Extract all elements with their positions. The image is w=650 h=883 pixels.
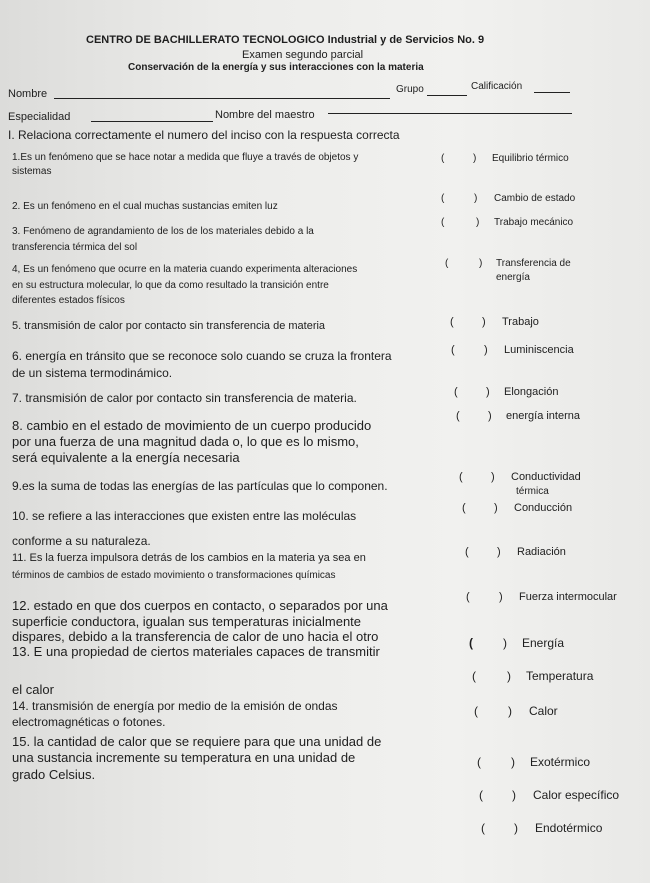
- answer-8-paren-close: ): [488, 410, 492, 422]
- answer-6-option: Luminiscencia: [504, 344, 574, 356]
- answer-15-paren-open: (: [474, 704, 478, 718]
- question-12-line-2: superficie conductora, igualan sus temperaturas inicialmente: [12, 614, 362, 629]
- question-15-line-1: 15. la cantidad de calor que se requiere para que una unidad de: [12, 734, 382, 749]
- question-4-line-2: en su estructura molecular, lo que da como resultado la transición entre: [12, 280, 329, 291]
- answer-5-paren-open: (: [450, 316, 454, 328]
- question-8-line-3: será equivalente a la energía necesaria: [12, 450, 240, 465]
- answer-10-option: Conducción: [514, 502, 573, 514]
- answer-4-paren-open: (: [445, 258, 449, 269]
- question-2-line-1: 2. Es un fenómeno en el cual muchas sustancias emiten luz: [12, 201, 278, 212]
- answer-4-paren-close: ): [479, 258, 483, 269]
- answer-18-paren-close: ): [514, 821, 518, 835]
- answer-8-paren-open: (: [456, 410, 460, 422]
- school-title: CENTRO DE BACHILLERATO TECNOLOGICO Industrial y de Servicios No. 9: [86, 34, 485, 46]
- calificacion-label: Calificación: [471, 81, 523, 92]
- answer-16-paren-open: (: [477, 755, 481, 769]
- answer-13-paren-close: ): [503, 636, 507, 650]
- answer-8-option: energía interna: [506, 410, 580, 422]
- answer-13-option: Energía: [522, 636, 565, 650]
- question-6-line-2: de un sistema termodinámico.: [12, 366, 173, 380]
- answer-6-paren-close: ): [484, 344, 488, 356]
- answer-9-option-line-1: Conductividad: [511, 471, 581, 483]
- question-3-line-1: 3. Fenómeno de agrandamiento de los de los materiales debido a la: [12, 226, 314, 237]
- especialidad-blank: [91, 121, 213, 122]
- question-6-line-1: 6. energía en tránsito que se reconoce solo cuando se cruza la frontera: [12, 349, 392, 363]
- question-11-line-1: 11. Es la fuerza impulsora detrás de los cambios en la materia ya sea en: [12, 552, 366, 564]
- question-4-line-3: diferentes estados físicos: [12, 295, 125, 306]
- answer-4-option-line-1: Transferencia de: [496, 258, 571, 269]
- nombre-blank: [54, 98, 390, 99]
- answer-7-option: Elongación: [504, 386, 559, 398]
- answer-9-paren-open: (: [459, 471, 463, 483]
- grupo-label: Grupo: [396, 84, 424, 95]
- answer-10-paren-open: (: [462, 502, 466, 514]
- answer-7-paren-close: ): [486, 386, 490, 398]
- maestro-label: Nombre del maestro: [215, 109, 315, 121]
- question-10-line-1: 10. se refiere a las interacciones que existen entre las moléculas: [12, 509, 357, 523]
- question-8-line-2: por una fuerza de una magnitud dada o, lo que es lo mismo,: [12, 434, 359, 449]
- answer-13-paren-open: (: [469, 636, 473, 650]
- question-15-line-2: una sustancia incremente su temperatura en una unidad de: [12, 750, 356, 765]
- answer-3-paren-close: ): [476, 217, 480, 228]
- question-12-line-3: dispares, debido a la transferencia de calor de uno hacia el otro: [12, 629, 379, 644]
- grupo-blank: [427, 95, 467, 96]
- question-12-line-1: 12. estado en que dos cuerpos en contacto, o separados por una: [12, 598, 388, 613]
- answer-11-option: Radiación: [517, 546, 566, 558]
- answer-5-option: Trabajo: [502, 316, 539, 328]
- section-title: I. Relaciona correctamente el numero del inciso con la respuesta correcta: [8, 128, 400, 142]
- answer-11-paren-close: ): [497, 546, 501, 558]
- answer-17-paren-close: ): [512, 788, 516, 802]
- question-5-line-1: 5. transmisión de calor por contacto sin transferencia de materia: [12, 320, 326, 332]
- answer-3-paren-open: (: [441, 217, 445, 228]
- question-15-line-3: grado Celsius.: [12, 767, 96, 782]
- question-14-line-1: 14. transmisión de energía por medio de la emisión de ondas: [12, 699, 338, 713]
- answer-18-option: Endotérmico: [535, 821, 603, 835]
- answer-12-paren-close: ): [499, 591, 503, 603]
- answer-14-option: Temperatura: [526, 669, 594, 683]
- answer-14-paren-close: ): [507, 669, 511, 683]
- answer-4-option-line-2: energía: [496, 272, 530, 283]
- answer-6-paren-open: (: [451, 344, 455, 356]
- answer-1-paren-close: ): [473, 153, 477, 164]
- calificacion-blank: [534, 92, 570, 93]
- answer-16-option: Exotérmico: [530, 755, 591, 769]
- exam-subtitle: Examen segundo parcial: [242, 49, 364, 61]
- answer-9-option-line-2: térmica: [516, 486, 549, 497]
- question-14-line-2: electromagnéticas o fotones.: [12, 715, 166, 729]
- question-4-line-1: 4, Es un fenómeno que ocurre en la materia cuando experimenta alteraciones: [12, 264, 358, 275]
- answer-15-paren-close: ): [508, 704, 512, 718]
- question-7-line-1: 7. transmisión de calor por contacto sin transferencia de materia.: [12, 391, 357, 405]
- question-1-line-2: sistemas: [12, 166, 52, 177]
- question-9-line-1: 9.es la suma de todas las energías de las partículas que lo componen.: [12, 479, 388, 493]
- especialidad-label: Especialidad: [8, 111, 71, 123]
- answer-11-paren-open: (: [465, 546, 469, 558]
- question-10-line-2: conforme a su naturaleza.: [12, 534, 151, 548]
- exam-topic: Conservación de la energía y sus interacciones con la materia: [128, 62, 424, 73]
- question-11-line-2: términos de cambios de estado movimiento o transformaciones químicas: [12, 570, 336, 581]
- answer-2-paren-open: (: [441, 193, 445, 204]
- answer-12-paren-open: (: [466, 591, 470, 603]
- answer-2-paren-close: ): [474, 193, 478, 204]
- answer-17-option: Calor específico: [533, 788, 620, 802]
- answer-16-paren-close: ): [511, 755, 515, 769]
- answer-10-paren-close: ): [494, 502, 498, 514]
- maestro-blank: [328, 113, 572, 114]
- answer-2-option: Cambio de estado: [494, 193, 576, 204]
- answer-1-option: Equilibrio térmico: [492, 153, 569, 164]
- answer-1-paren-open: (: [441, 153, 445, 164]
- nombre-label: Nombre: [8, 88, 48, 100]
- answer-12-option: Fuerza intermocular: [519, 591, 617, 603]
- answer-7-paren-open: (: [454, 386, 458, 398]
- question-1-line-1: 1.Es un fenómeno que se hace notar a medida que fluye a través de objetos y: [12, 152, 359, 163]
- question-13-line-2: el calor: [12, 682, 54, 697]
- question-13-line-1: 13. E una propiedad de ciertos materiales capaces de transmitir: [12, 644, 380, 659]
- answer-3-option: Trabajo mecánico: [494, 217, 574, 228]
- question-8-line-1: 8. cambio en el estado de movimiento de un cuerpo producido: [12, 418, 372, 433]
- answer-17-paren-open: (: [479, 788, 483, 802]
- answer-14-paren-open: (: [472, 669, 476, 683]
- question-3-line-2: transferencia térmica del sol: [12, 242, 138, 253]
- answer-5-paren-close: ): [482, 316, 486, 328]
- answer-9-paren-close: ): [491, 471, 495, 483]
- answer-15-option: Calor: [529, 704, 558, 718]
- answer-18-paren-open: (: [481, 821, 485, 835]
